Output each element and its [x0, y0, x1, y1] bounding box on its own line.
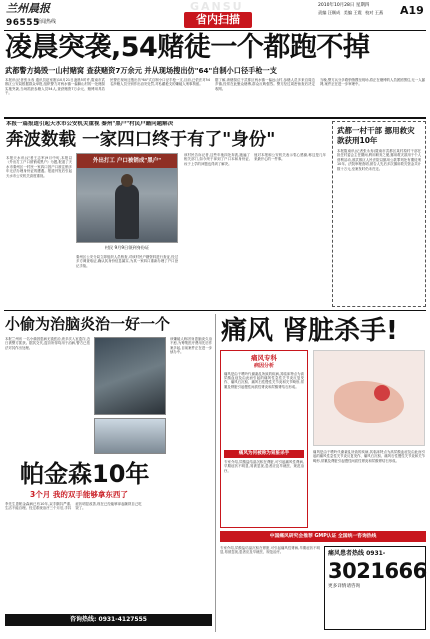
editor-credit: 责编 汪顺成: [318, 10, 341, 15]
person-figure: [115, 184, 139, 239]
gout-box: [220, 350, 308, 528]
proof-credit: 校对 王燕: [365, 10, 384, 15]
section-title: 省内扫描: [196, 13, 240, 26]
thief-headline: 小偷为治脑炎治一好一个: [5, 315, 171, 333]
joint-highlight: [374, 385, 390, 401]
middle-rule: [4, 310, 426, 311]
foot-shape: [334, 381, 404, 423]
ad-banner-text: 中国痛风研究会推荐 GMP认证 全国统一咨询热线: [269, 534, 377, 539]
gout-box-title: 痛风专科: [251, 354, 277, 362]
ad-number: 3021666: [328, 559, 427, 584]
sidebar-text: 本报陇南讯(记者张永寿)陇南市武都区某村原村干部在担任村委会主任期间,利用职务之便,挪用救灾款用于个人营利活动,被武都区人民法院以挪用公款罪判处有期徒刑10年。法院审理查明,被告人先后多次挪用救灾资金共计数十万元,至案发时仍未归还。: [337, 149, 421, 171]
hotline: 96555: [6, 18, 40, 28]
lead-bottom-rule: [4, 117, 426, 119]
second-photo: [76, 153, 178, 243]
second-col-3: 该村民告诉记者,这些年他四处奔波,跑遍了相关部门,如今终于拿到了户口本和身份证,孩子上学的问题也得到了解决。: [184, 153, 250, 166]
masthead: [0, 0, 430, 30]
second-col-2: 秦州区公安分局立即组织人员核查,对该村民户籍资料进行查证,经过多方调查取证,确认其身份信息属实,为其一家四口重新办理了户口登记手续。: [76, 255, 178, 268]
parkinson-headline: 帕金森10年: [20, 460, 150, 488]
gout-side-text: 痛风是由于嘌呤代谢紊乱所致的疾病,其临床特点为高尿酸血症及由此而引起的痛风性急性关节炎反复发作、痛风石沉积、痛风石性慢性关节炎和关节畸形,常累及肾脏引起慢性间质性肾炎和尿酸肾结石形成。: [313, 450, 425, 463]
sidebar-headline: 武都一村干部 挪用救灾款获刑10年: [337, 126, 415, 145]
parkinson-hotline-number: 0931-4127555: [98, 616, 147, 623]
hotline-label: 新闻热线: [36, 19, 57, 25]
second-kicker: 本报一篇报道引起天水市公安机关重视 秦州"黑户"村民户籍问题解决: [6, 121, 174, 127]
masthead-rule: [4, 30, 426, 31]
gout-divider: [215, 314, 216, 632]
second-headline: 奔波数载 一家四口终于有了"身份": [6, 130, 276, 150]
photo-caption: 村民 9月9日领到身份证: [104, 245, 150, 250]
ad-title: 痛风患者热线 0931-: [328, 550, 386, 557]
lead-col-3: 据了解,该赌窝位于武都区两水镇一偏远山村,参赌人员多来自周边乡镇,经常在此聚众赌博,群众反映强烈。警方经过周密侦查后决定收网。: [215, 78, 315, 91]
photo-banner: [77, 154, 177, 168]
date-line: 2010年10月28日 星期四: [318, 3, 370, 8]
lead-headline: 凌晨突袭,54赌徒一个都跑不掉: [5, 32, 370, 63]
credit-line: [318, 10, 383, 16]
paper-name: 兰州晨报: [6, 2, 50, 15]
sidebar-box: [332, 121, 426, 307]
gout-text-2: 专家介绍,尿酸盐结晶沉积在肾脏,可引起痛风性肾病,早期症状不明显,易被忽视,患者应及早就医、规范治疗。: [224, 459, 304, 473]
ad-tagline: 更多详情请咨询: [328, 584, 361, 590]
parkinson-hotline-bar: [5, 614, 212, 626]
second-col-4: 他对本报和公安机关表示衷心感谢,称这是几年来最开心的一件事。: [254, 153, 326, 162]
second-col-1: 本报天水讯(记者王志军)9月中旬,本报以《外出打工户口被销成黑户》为题,报道了天水市秦州区一村民一家四口因户口被注销多年无法办理身份证的遭遇。报道刊发后引起天水市公安机关高度重视。: [6, 156, 72, 178]
ad-contact-box: [324, 546, 426, 630]
lead-subhead: 武都警方捣毁一山村赌窝 查获赌资7万余元 并从现场搜出仿"64"自制小口径手枪一支: [5, 66, 277, 75]
gout-headline: 痛风 肾脏杀手!: [221, 316, 398, 346]
watermark: GANSU: [190, 0, 244, 13]
parkinson-photo: [94, 418, 166, 454]
person-head: [121, 174, 133, 187]
gout-box-subtitle: 病因分析: [253, 362, 274, 369]
parkinson-subhead: 3个月 我的双手能够拿东西了: [30, 490, 128, 499]
ad-list: 专家介绍,尿酸盐结晶沉积在肾脏,可引起痛风性肾病,早期症状不明显,易被忽视,患者应及早就医、规范治疗。: [220, 546, 320, 555]
parkinson-hotline-label: 咨询热线:: [70, 616, 97, 623]
lead-col-4: 当晚,警方兵分多路悄悄摸至现场,将正在赌博的人员团团围住,无一人漏网,案件正在进一步审理中。: [320, 78, 425, 87]
thief-photo: [94, 337, 166, 415]
gout-subtitle: 痛风为何被称为肾脏杀手: [224, 450, 304, 458]
photo-banner-text: 外出打工 户口被销成"黑户": [92, 158, 162, 164]
gout-text: 痛风是由于嘌呤代谢紊乱所致的疾病,其临床特点为高尿酸血症及由此而引起的痛风性急性关节炎反复发作、痛风石沉积、痛风石性慢性关节炎和关节畸形,常累及肾脏引起慢性间质性肾炎和尿酸肾结石形成。: [224, 371, 304, 389]
thief-text-2: 该嫌疑人称因身患脑炎久治不愈,为筹集医疗费用先后作案多起,目前案件正在进一步侦办中。: [170, 337, 212, 355]
ad-banner: [220, 531, 426, 542]
designer-credit: 美编 王霞: [343, 10, 362, 15]
page-number: A19: [400, 4, 424, 17]
parkinson-text: 李先生患帕金森病已有10年,双手颤抖严重,生活不能自理。经过系统治疗三个月后,手抖症状明显改善,现在已经能够拿起碗筷自己吃饭了。: [5, 502, 142, 511]
lead-col-2: 民警在现场还搜出仿"64"式自制小口径手枪一支,目前,已依法对54名涉赌人员分别作出治安处罚,对私藏枪支的嫌疑人刑事拘留。: [110, 78, 210, 87]
thief-text-1: 本报兰州讯 一名小偷因患病无钱医治,竟多次入室盗窃,近日被警方抓获。据其交代,盗窃所得均用于治病,警方已依法对其作出处理。: [5, 337, 90, 350]
lead-col-1: 本报讯(记者张永寿 通讯员赵家刚)10月21日凌晨5时许,陇南市武都区公安局根据群众举报,组织警力对两水镇一偏僻山村的一处赌窝实施突袭,当场抓获参赌人员54人,查获赌资7万余元、赌博用具若干。: [5, 78, 105, 96]
gout-figure: [313, 350, 425, 446]
